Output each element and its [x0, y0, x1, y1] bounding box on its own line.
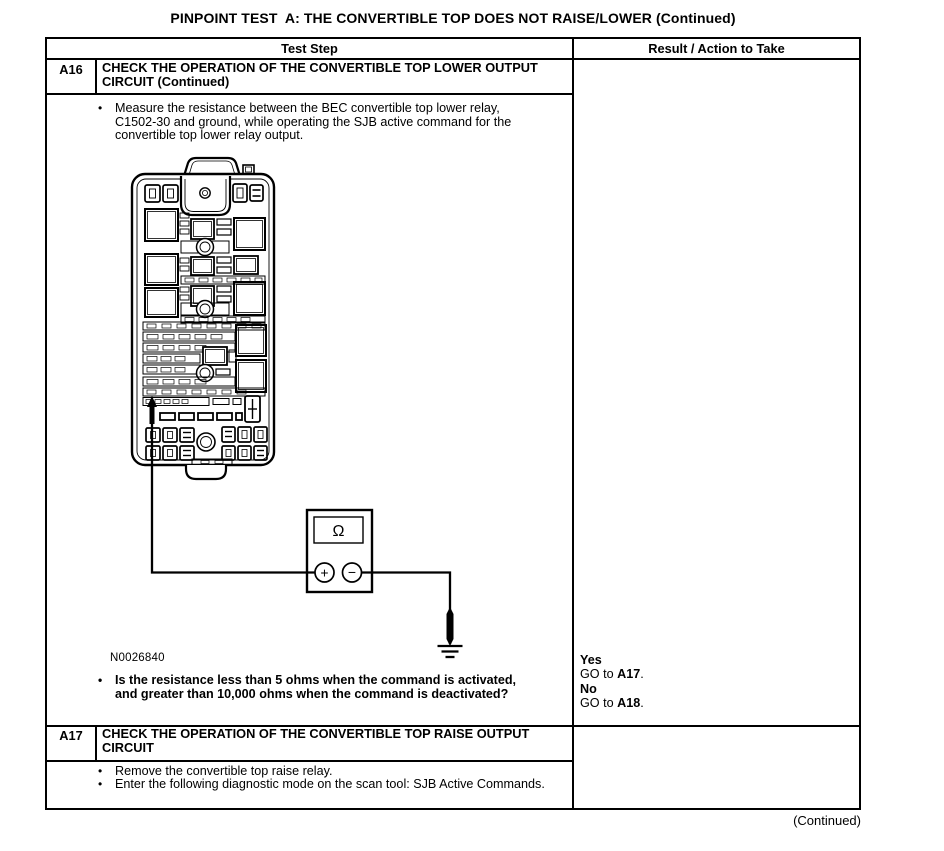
- step-id-a16: A16: [59, 62, 83, 77]
- step-instruction-text: Measure the resistance between the BEC convertible top lower relay, C1502-30 and ground, while operating the SJB active command for the convertible top lower relay output.: [115, 101, 512, 143]
- continued-note: (Continued): [793, 813, 861, 828]
- plus-icon: +: [320, 564, 329, 581]
- action-text: GO to: [580, 667, 618, 681]
- column-divider: [572, 39, 574, 808]
- minus-icon: −: [347, 564, 357, 580]
- measurement-diagram: [95, 155, 480, 670]
- result-no-label: No: [580, 682, 597, 696]
- bullet-icon: •: [98, 673, 103, 687]
- a16-title-rule: [47, 93, 572, 95]
- result-yes-action: [580, 668, 644, 682]
- step-instruction-text: Remove the convertible top raise relay.: [115, 764, 333, 778]
- column-header-result: Result / Action to Take: [648, 41, 785, 56]
- negative-terminal: [343, 563, 362, 582]
- negative-lead-wire: [362, 573, 451, 645]
- probe-tip-negative: [447, 607, 454, 646]
- positive-terminal: [315, 563, 334, 582]
- figure-label: N0026840: [110, 652, 165, 664]
- step-question-a16: [98, 674, 558, 701]
- action-target: A17: [617, 667, 641, 681]
- step-instruction-text: Enter the following diagnostic mode on the scan tool: SJB Active Commands.: [115, 777, 545, 791]
- ohm-symbol: Ω: [332, 523, 345, 540]
- bullet-icon: •: [98, 777, 103, 791]
- step-title-a17: CHECK THE OPERATION OF THE CONVERTIBLE TOP RAISE OUTPUT CIRCUIT: [102, 726, 530, 756]
- a16-id-divider: [95, 60, 97, 93]
- step-title-a16: CHECK THE OPERATION OF THE CONVERTIBLE TOP LOWER OUTPUT CIRCUIT (Continued): [102, 60, 538, 90]
- top-right-tab: [243, 165, 254, 174]
- step-question-text: Is the resistance less than 5 ohms when the command is activated, and greater than 10,000 ohms when the command is deactivated?: [115, 673, 517, 701]
- a17-title-rule: [47, 760, 572, 762]
- bullet-icon: •: [98, 764, 103, 778]
- step-instruction-a16: [98, 102, 548, 143]
- action-text: GO to: [580, 696, 618, 710]
- action-period: .: [640, 696, 644, 710]
- step-instruction-a17-2: [98, 778, 563, 792]
- result-no-action: [580, 697, 644, 711]
- action-period: .: [640, 667, 644, 681]
- ground-icon: [438, 646, 463, 657]
- a17-id-divider: [95, 727, 97, 760]
- step-id-a17: A17: [59, 728, 83, 743]
- result-yes-label: Yes: [580, 653, 602, 667]
- page-title: PINPOINT TEST A: THE CONVERTIBLE TOP DOES NOT RAISE/LOWER (Continued): [170, 10, 736, 26]
- bec-fuse-box: [132, 158, 274, 479]
- ohmmeter: [307, 510, 372, 592]
- action-target: A18: [617, 696, 641, 710]
- bullet-icon: •: [98, 101, 103, 115]
- column-header-test-step: Test Step: [281, 41, 338, 56]
